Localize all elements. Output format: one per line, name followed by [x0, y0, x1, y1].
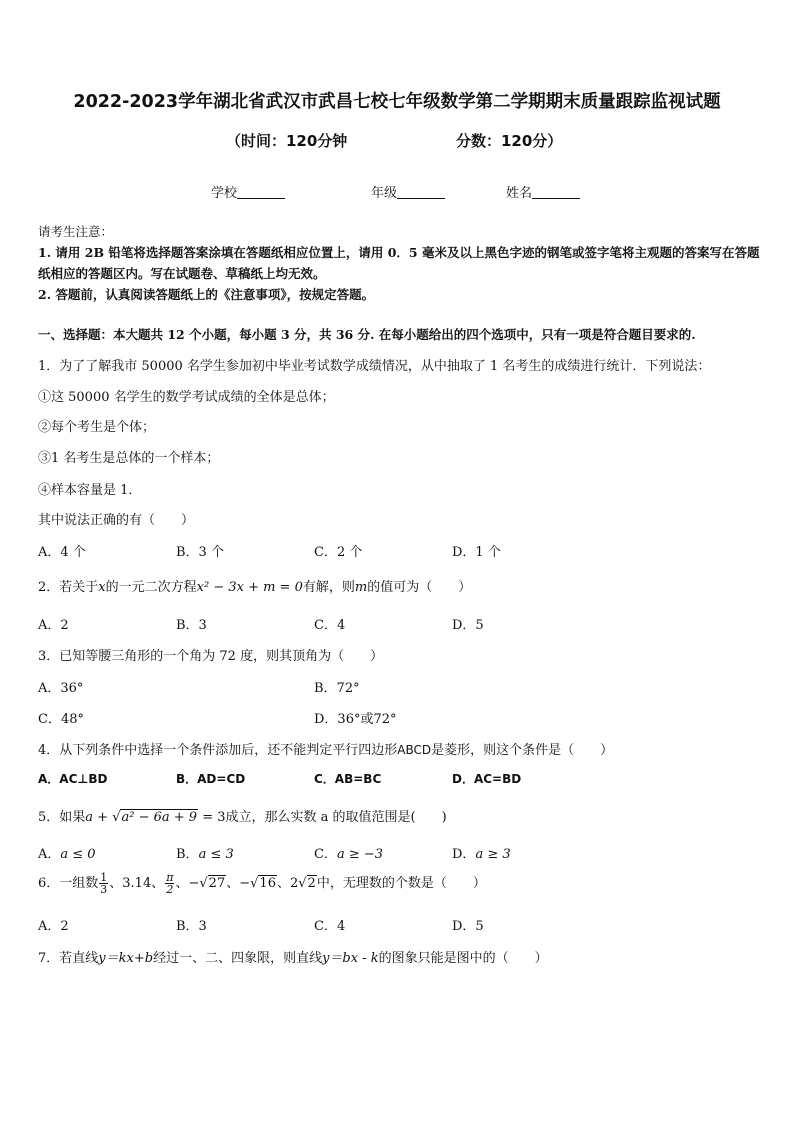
- q6-mid3: 、−: [226, 876, 251, 891]
- notice-block: [38, 221, 760, 305]
- q2-var-m: m: [354, 580, 368, 595]
- q6-stem: 6．一组数 $\frac{1}{3}$ 、3.14、 $\frac{\pi}{2}$ 、−√27、−√16、2√2中，无理数的个数是（ ）: [38, 871, 486, 896]
- q5-expr-a: a +: [85, 810, 109, 825]
- q5-option-c-value: a ≥ −3: [336, 847, 384, 862]
- q7-line2: y＝bx - k: [322, 951, 379, 966]
- q5-pre: 5．如果: [38, 810, 86, 825]
- q1-option-c: C．2 个: [314, 545, 363, 560]
- q2-end: 的值可为（ ）: [367, 580, 472, 595]
- q6-post: 中，无理数的个数是（ ）: [316, 876, 486, 891]
- q1-option-a: A．4 个: [38, 545, 86, 560]
- q5-stem: 5．如果a + √a² − 6a + 9 = 3成立，那么实数 a 的取值范围是( ): [38, 810, 447, 825]
- q5-radicand: a² − 6a + 9: [121, 810, 198, 825]
- q1-option-d: D．1 个: [452, 545, 501, 560]
- q7-line1: y＝kx+b: [98, 951, 154, 966]
- q7-post: 的图象只能是图中的（ ）: [378, 951, 548, 966]
- q5-option-b-value: a ≤ 3: [198, 847, 234, 862]
- name-label: 姓名: [506, 186, 533, 201]
- q6-mid1: 、3.14、: [109, 876, 165, 891]
- school-label: 学校: [211, 186, 238, 201]
- q6-radicand-16: 16: [259, 876, 276, 891]
- q5-option-b: [176, 843, 234, 862]
- q1-statement-3: ③1 名考生是总体的一个样本；: [38, 451, 220, 466]
- q5-expr-end: = 3: [202, 810, 226, 825]
- exam-time: （时间：120分钟: [226, 132, 348, 150]
- q5-option-a-label: A．: [38, 847, 61, 862]
- q6-frac1-num: 1: [100, 871, 108, 884]
- q7-stem: [38, 947, 548, 966]
- notice-item-1: 1. 请用 2B 铅笔将选择题答案涂填在答题纸相应位置上，请用 0．5 毫米及以上黑色字迹的钢笔或签字笔将主观题的答案写在答题纸相应的答题区内。写在试题卷、草稿纸上均无效。: [38, 245, 760, 281]
- q4-abcd: ABCD: [397, 743, 432, 757]
- q5-option-a-value: a ≤ 0: [60, 847, 96, 862]
- name-blank: [532, 186, 580, 199]
- q4-stem-post: 是菱形，则这个条件是（ ）: [431, 743, 614, 758]
- q2-option-c: C．4: [314, 618, 346, 633]
- q1-statement-2: ②每个考生是个体；: [38, 420, 156, 435]
- school-blank: [237, 186, 285, 199]
- grade-field: [371, 182, 445, 201]
- q6-pre: 6．一组数: [38, 876, 99, 891]
- q3-option-a: A．36°: [38, 681, 84, 696]
- q2-option-b: B．3: [176, 618, 207, 633]
- q6-option-a: A．2: [38, 919, 69, 934]
- q1-statement-1: ①这 50000 名学生的数学考试成绩的全体是总体；: [38, 390, 335, 405]
- grade-label: 年级: [371, 186, 398, 201]
- name-field: [506, 182, 580, 201]
- q6-radicand-2: 2: [307, 876, 316, 891]
- q5-option-a: [38, 843, 96, 862]
- q5-option-d-value: a ≥ 3: [475, 847, 511, 862]
- q6-mid4: 、2: [276, 876, 299, 891]
- q4-option-d: D．AC=BD: [452, 772, 522, 786]
- notice-item-2: 2. 答题前，认真阅读答题纸上的《注意事项》，按规定答题。: [38, 287, 375, 302]
- q6-frac1-den: 3: [100, 883, 108, 896]
- q1-option-b: B．3 个: [176, 545, 224, 560]
- q6-mid2: 、−: [175, 876, 200, 891]
- q1-statement-4: ④样本容量是 1．: [38, 483, 142, 498]
- q2-option-d: D．5: [452, 618, 484, 633]
- q1-question: 其中说法正确的有（ ）: [38, 513, 195, 528]
- q6-frac2-den: 2: [166, 883, 174, 896]
- q6-fraction-one-third: [99, 872, 108, 895]
- q7-mid: 经过一、二、四象限，则直线: [153, 951, 323, 966]
- q2-pre: 2．若关于: [38, 580, 99, 595]
- q2-post: 有解，则: [302, 580, 355, 595]
- q7-pre: 7．若直线: [38, 951, 99, 966]
- q6-frac2-num: π: [166, 871, 174, 884]
- q5-option-d: [452, 843, 511, 862]
- q3-stem: 3．已知等腰三角形的一个角为 72 度，则其顶角为（ ）: [38, 649, 384, 664]
- q2-stem: [38, 576, 471, 595]
- q5-option-c: [314, 843, 383, 862]
- q4-option-c: C．AB=BC: [314, 772, 382, 786]
- q6-option-d: D．5: [452, 919, 484, 934]
- notice-heading: 请考生注意：: [38, 224, 114, 239]
- q5-option-c-label: C．: [314, 847, 337, 862]
- q3-option-d: D．36°或72°: [314, 712, 397, 727]
- q4-option-b: B．AD=CD: [176, 772, 246, 786]
- q6-radicand-27: 27: [208, 876, 226, 891]
- q5-option-d-label: D．: [452, 847, 476, 862]
- q1-stem: 1．为了了解我市 50000 名学生参加初中毕业考试数学成绩情况，从中抽取了 1 名考生的成绩进行统计．下列说法：: [38, 359, 711, 374]
- exam-title: 2022-2023学年湖北省武汉市武昌七校七年级数学第二学期期末质量跟踪监视试题: [73, 92, 721, 112]
- q3-option-b: B．72°: [314, 681, 360, 696]
- q5-option-b-label: B．: [176, 847, 199, 862]
- section-heading: 一、选择题：本大题共 12 个小题，每小题 3 分，共 36 分. 在每小题给出的四个选项中，只有一项是符合题目要求的.: [38, 327, 696, 342]
- q6-option-b: B．3: [176, 919, 207, 934]
- q5-post: 成立，那么实数 a 的取值范围是( ): [225, 810, 447, 825]
- q4-stem: [38, 739, 613, 758]
- q6-option-c: C．4: [314, 919, 346, 934]
- q2-equation: x² − 3x + m = 0: [196, 580, 303, 595]
- school-field: [211, 182, 285, 201]
- q6-fraction-pi-half: [165, 872, 174, 895]
- q4-option-a: A．AC⊥BD: [38, 772, 108, 786]
- grade-blank: [397, 186, 445, 199]
- q2-option-a: A．2: [38, 618, 69, 633]
- exam-score: 分数：120分）: [456, 132, 563, 150]
- q2-var-x: x: [98, 580, 106, 595]
- q3-option-c: C．48°: [38, 712, 84, 727]
- q2-mid: 的一元二次方程: [105, 580, 197, 595]
- q4-stem-pre: 4．从下列条件中选择一个条件添加后，还不能判定平行四边形: [38, 743, 398, 758]
